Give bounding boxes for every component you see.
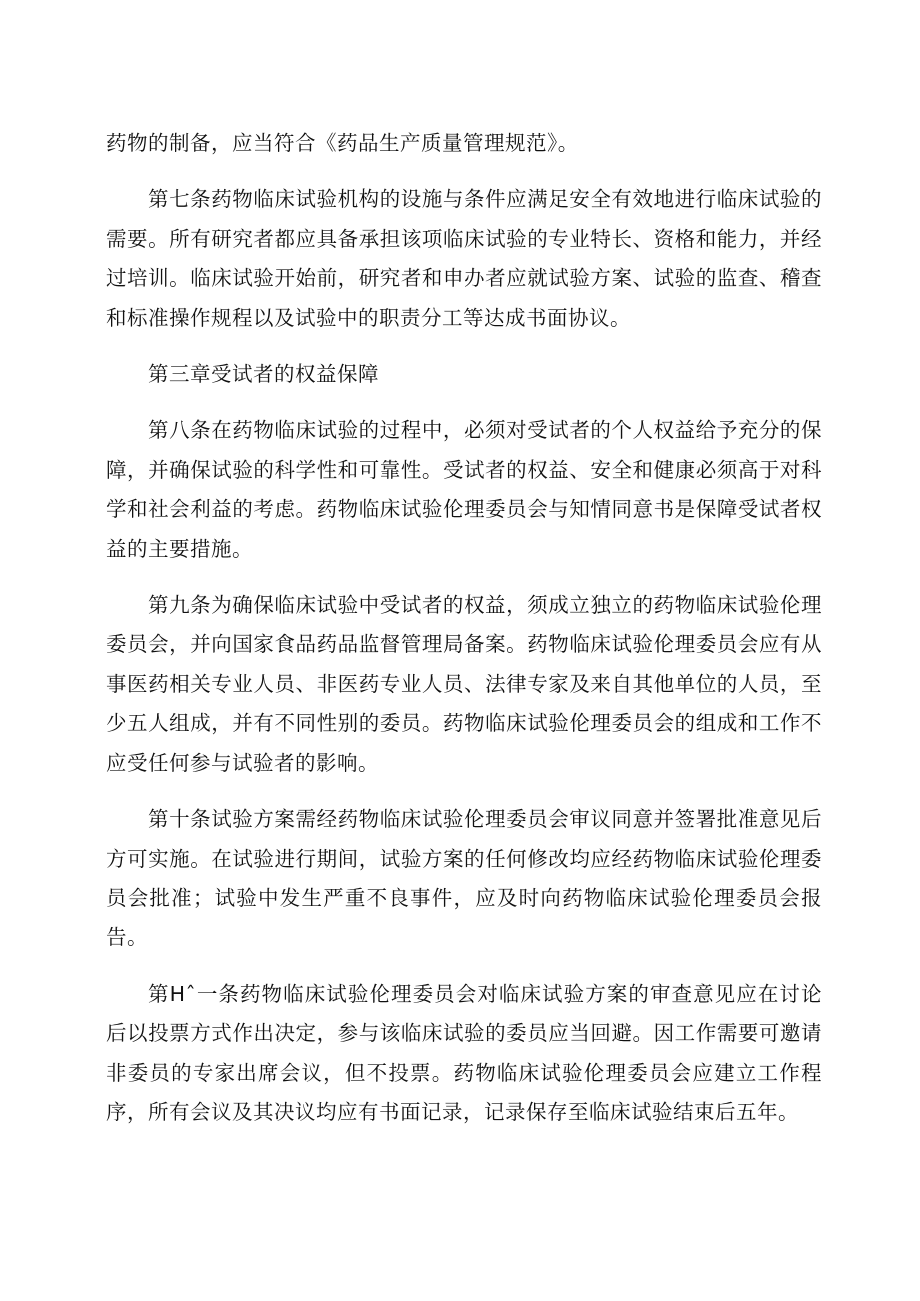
paragraph-article-9: 第九条为确保临床试验中受试者的权益，须成立独立的药物临床试验伦理委员会，并向国家食品药品监督管理局备案。药物临床试验伦理委员会应有从事医药相关专业人员、非医药专业人员、法律专家及来自其他单位的人员，至少五人组成，并有不同性别的委员。药物临床试验伦理委员会的组成和工作不应受任何参与试验者的影响。 bbox=[106, 593, 822, 775]
document-body bbox=[106, 124, 822, 1149]
paragraph-article-11: 第Hˆ一条药物临床试验伦理委员会对临床试验方案的审查意见应在讨论后以投票方式作出决定，参与该临床试验的委员应当回避。因工作需要可邀请非委员的专家出席会议，但不投票。药物临床试验伦理委员会应建立工作程序，所有会议及其决议均应有书面记录，记录保存至临床试验结束后五年。 bbox=[106, 981, 822, 1124]
chapter-heading: 第三章受试者的权益保障 bbox=[148, 362, 379, 387]
paragraph-continuation: 药物的制备，应当符合《药品生产质量管理规范》。 bbox=[106, 131, 579, 155]
paragraph-article-7: 第七条药物临床试验机构的设施与条件应满足安全有效地进行临床试验的需要。所有研究者都应具备承担该项临床试验的专业特长、资格和能力，并经过培训。临床试验开始前，研究者和申办者应就试验方案、试验的监查、稽查和标准操作规程以及试验中的职责分工等达成书面协议。 bbox=[106, 187, 822, 330]
paragraph-article-10: 第十条试验方案需经药物临床试验伦理委员会审议同意并签署批准意见后方可实施。在试验进行期间，试验方案的任何修改均应经药物临床试验伦理委员会批准；试验中发生严重不良事件，应及时向药物临床试验伦理委员会报告。 bbox=[106, 807, 822, 950]
paragraph-article-8: 第八条在药物临床试验的过程中，必须对受试者的个人权益给予充分的保障，并确保试验的科学性和可靠性。受试者的权益、安全和健康必须高于对科学和社会利益的考虑。药物临床试验伦理委员会与知情同意书是保障受试者权益的主要措施。 bbox=[106, 418, 822, 561]
